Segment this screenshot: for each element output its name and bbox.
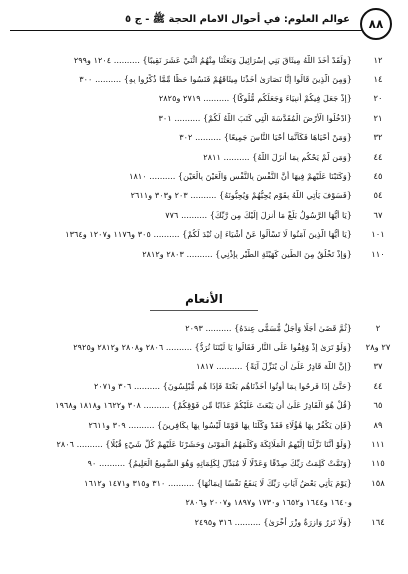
verse-number: ٣٧ [373, 361, 383, 372]
verse-entry: {يَا أَيُّهَا الَّذِينَ آمَنُوا لَا تَسْأَلُوا عَنْ أَشْيَاءَ إِن تُبْدَ لَكُمْ} .......... ٣٠٥ و١١٧٦ و١٢٠٧ و١٣٦٤ [65, 229, 352, 240]
verse-entry: {وَإِذْ تَخْلُقُ مِنَ الطِّينِ كَهَيْئَةِ الطَّيْرِ بِإِذْنِي} .......... ٢٨٠٣ و٢٨١٢ [142, 248, 352, 259]
verse-entry: {وَلَقَدْ أَخَذَ اللَّهُ مِيثَاقَ بَنِي إِسْرَائِيلَ وَبَعَثْنَا مِنْهُمُ اثْنَيْ عَشَرَ نَقِيبًا} .......... ١٢٠٤ و٢٩٩ [73, 54, 352, 65]
index-row [10, 434, 398, 453]
index-row [10, 147, 398, 166]
index-row [10, 396, 398, 415]
verse-number: ١٦٤ [371, 516, 385, 527]
page-number: ٨٨ [360, 8, 392, 40]
verse-entry: {وَكَتَبْنَا عَلَيْهِمْ فِيهَا أَنَّ النَّفْسَ بِالنَّفْسِ وَالْعَيْنَ بِالْعَيْنِ} .......... ١٨١٠ [129, 171, 352, 182]
verse-number: ١١٠ [371, 248, 385, 259]
verse-number: ٦٥ [373, 400, 383, 411]
verse-number: ٤٤ [373, 380, 383, 391]
page-header [10, 6, 392, 36]
verse-entry: {وَلَوْ تَرَىٰ إِذْ وُقِفُوا عَلَى النَّارِ فَقَالُوا يَا لَيْتَنَا نُرَدُّ} .......... ٢٨٠٦ و٢٨٠٨ و٢٨١٢ و٢٩٢٥ [73, 342, 352, 353]
verse-entry: {فَإِن يَكْفُرْ بِهَا هَٰؤُلَاءِ فَقَدْ وَكَّلْنَا بِهَا قَوْمًا لَّيْسُوا بِهَا بِكَافِرِينَ} .......... ٣٠٩ و٢٦١١ [88, 419, 352, 430]
index-row [10, 108, 398, 127]
index-row [10, 128, 398, 147]
verse-entry: {ادْخُلُوا الْأَرْضَ الْمُقَدَّسَةَ الَّتِي كَتَبَ اللَّهُ لَكُمْ} .......... ٣٠١ [158, 112, 352, 123]
index-row [10, 205, 398, 224]
index-row [10, 512, 398, 531]
index-row [10, 225, 398, 244]
verse-entry: {وَلَوْ أَنَّنَا نَزَّلْنَا إِلَيْهِمُ الْمَلَائِكَةَ وَكَلَّمَهُمُ الْمَوْتَىٰ وَحَشَرْنَا عَلَيْهِمْ كُلَّ شَيْءٍ قُبُلًا} .......... ٢٨٠٦ [56, 439, 352, 450]
verse-number: ١٢ [373, 54, 383, 65]
verse-entry: {يَا أَيُّهَا الرَّسُولُ بَلِّغْ مَا أُنزِلَ إِلَيْكَ مِن رَّبِّكَ} .......... ٧٧٦ [165, 209, 352, 220]
index-row [10, 69, 398, 88]
index-row [10, 493, 398, 512]
running-title: عوالم العلوم: في أحوال الامام الحجة ﷺ - ج ٥ [125, 14, 350, 25]
index-row [10, 415, 398, 434]
verse-number: ١٠١ [371, 229, 385, 240]
index-row [10, 318, 398, 337]
verse-entry: {وَمَن لَّمْ يَحْكُم بِمَا أَنزَلَ اللَّهُ} .......... ٢٨١١ [203, 151, 352, 162]
verse-number: ١١٥ [371, 458, 385, 469]
verse-number: ٣٢ [373, 132, 383, 143]
verse-number: ٤٥ [373, 171, 383, 182]
verse-entry: {يَوْمَ يَأْتِي بَعْضُ آيَاتِ رَبِّكَ لَا يَنفَعُ نَفْسًا إِيمَانُهَا} .......... ٣١٠ و٣١٥ و١٤٧١ و١٦١٢ [84, 477, 352, 488]
verse-number: ١٥٨ [371, 477, 385, 488]
verse-number: ٢٠ [373, 93, 383, 104]
verse-entry: {قُلْ هُوَ الْقَادِرُ عَلَىٰ أَن يَبْعَثَ عَلَيْكُمْ عَذَابًا مِّن فَوْقِكُمْ} .......... ٣٠٨ و١٦٢٢ و١٨١٨ و١٩٦٨ [55, 400, 352, 411]
verse-number: ٦٧ [373, 209, 383, 220]
index-row [10, 376, 398, 395]
verse-entry: {إِذْ جَعَلَ فِيكُمْ أَنبِيَاءَ وَجَعَلَكُم مُّلُوكًا} .......... ٢٧١٩ و٢٨٢٥ [158, 93, 352, 104]
section-title: الأنعام [185, 292, 223, 306]
verse-entry: {وَلَا تَزِرُ وَازِرَةٌ وِزْرَ أُخْرَىٰ} .......... ٣١٦ و٢٤٩٥ [194, 516, 352, 527]
index-row [10, 166, 398, 185]
verse-entry: {ثُمَّ قَضَىٰ أَجَلًا وَأَجَلٌ مُّسَمًّى عِندَهُ} .......... ٢٠٩٣ [185, 322, 352, 333]
verse-entry: {فَسَوْفَ يَأْتِي اللَّهُ بِقَوْمٍ يُحِبُّهُمْ وَيُحِبُّونَهُ} .......... ٢٠٣ و٣٠٣ و٢٦١١ [130, 190, 352, 201]
verse-entry: {إِنَّ اللَّهَ قَادِرٌ عَلَىٰ أَن يُنَزِّلَ آيَةً} .......... ١٨١٧ [196, 361, 352, 372]
verse-entry: {وَمِنَ الَّذِينَ قَالُوا إِنَّا نَصَارَىٰ أَخَذْنَا مِيثَاقَهُمْ فَنَسُوا حَظًّا مِّمَّا ذُكِّرُوا بِهِ} .......... ٣٠٠ [79, 74, 352, 85]
index-row [10, 89, 398, 108]
header-rule [10, 30, 362, 31]
section-divider [150, 310, 258, 311]
index-row [10, 186, 398, 205]
index-row [10, 357, 398, 376]
verse-number: ٢١ [373, 112, 383, 123]
index-row [10, 337, 398, 356]
index-row [10, 50, 398, 69]
index-list-section-1 [10, 50, 398, 263]
verse-number: ٢ [375, 322, 381, 333]
verse-number: ١٤ [373, 74, 383, 85]
verse-number: ٨٩ [373, 419, 383, 430]
verse-number: ٤٤ [373, 151, 383, 162]
index-row [10, 454, 398, 473]
verse-entry: {حَتَّىٰ إِذَا فَرِحُوا بِمَا أُوتُوا أَخَذْنَاهُم بَغْتَةً فَإِذَا هُم مُّبْلِسُونَ} .......... ٣٠٦ و٢٠٧١ [94, 380, 352, 391]
verse-entry: و١٦٤٠ و١٦٤٤ و١٦٥٢ و١٧٣٠ و١٨٩٧ و٢٠٠٧ و٢٨٠٦ [185, 497, 352, 508]
verse-number: ٥٤ [373, 190, 383, 201]
index-row [10, 473, 398, 492]
verse-number: ١١١ [371, 439, 385, 450]
verse-entry: {وَتَمَّتْ كَلِمَتُ رَبِّكَ صِدْقًا وَعَدْلًا لَّا مُبَدِّلَ لِكَلِمَاتِهِ وَهُوَ السَّمِيعُ الْعَلِيمُ} .......... ٩٠ [87, 458, 352, 469]
index-list-section-2 [10, 318, 398, 531]
verse-entry: {وَمَنْ أَحْيَاهَا فَكَأَنَّمَا أَحْيَا النَّاسَ جَمِيعًا} .......... ٣٠٢ [179, 132, 352, 143]
verse-number: ٢٧ و٢٨ [365, 342, 391, 353]
index-row [10, 244, 398, 263]
